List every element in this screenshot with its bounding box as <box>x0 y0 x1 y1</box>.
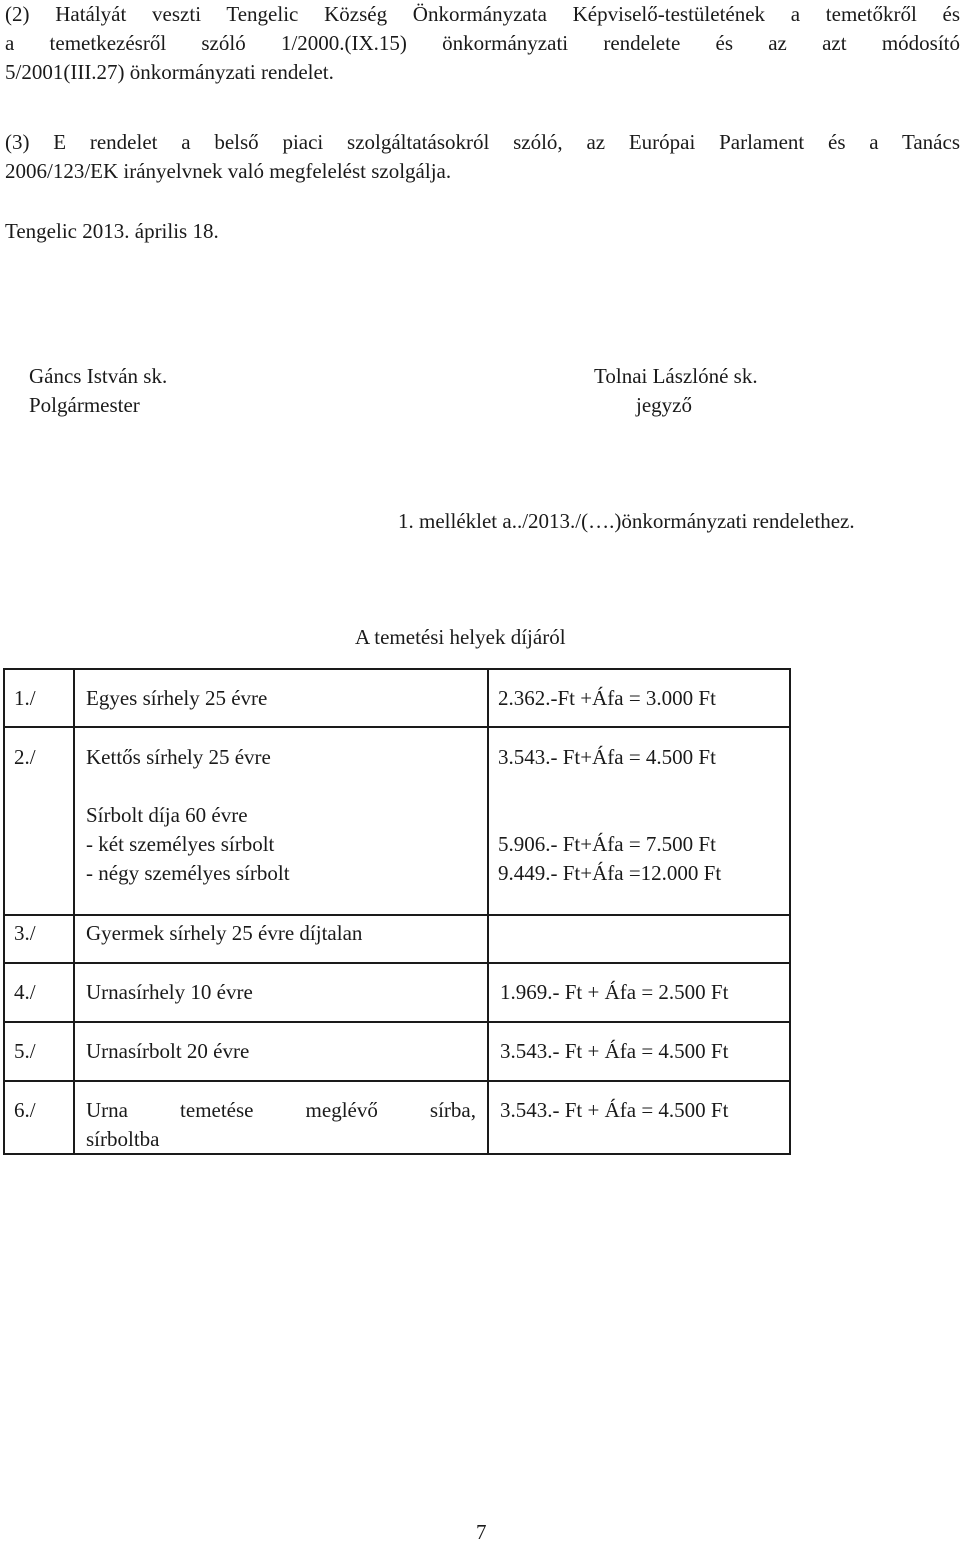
paragraph-directive <box>5 128 960 186</box>
row-price: 1.969.- Ft + Áfa = 2.500 Ft <box>500 980 729 1004</box>
signature-left-name: Gáncs István sk. <box>29 364 168 388</box>
row-price: 2.362.-Ft +Áfa = 3.000 Ft <box>498 686 716 710</box>
row-description: Kettős sírhely 25 évre <box>86 745 271 769</box>
table-border <box>487 668 489 1155</box>
table-border <box>3 1021 791 1023</box>
table-border <box>3 1080 791 1082</box>
table-border <box>3 668 791 670</box>
row-description: Egyes sírhely 25 évre <box>86 686 268 710</box>
row-description-line: Urna temetése meglévő sírba, <box>86 1098 476 1122</box>
paragraph-line: a temetkezésről szóló 1/2000.(IX.15) önkormányzati rendelete és az azt módosító <box>5 31 960 55</box>
row-price: 3.543.- Ft + Áfa = 4.500 Ft <box>500 1039 729 1063</box>
paragraph-repeal <box>5 0 960 87</box>
sub-item-description: - négy személyes sírbolt <box>86 861 290 885</box>
paragraph-line: (2) Hatályát veszti Tengelic Község Önkormányzata Képviselő-testületének a temetőkről és <box>5 2 960 26</box>
signature-left-title: Polgármester <box>29 393 140 417</box>
row-description: Gyermek sírhely 25 évre díjtalan <box>86 921 363 945</box>
sub-item-price: 5.906.- Ft+Áfa = 7.500 Ft <box>498 832 716 856</box>
row-description: Urnasírhely 10 évre <box>86 980 253 1004</box>
signature-right-name: Tolnai Lászlóné sk. <box>594 364 758 388</box>
row-number: 5./ <box>14 1039 36 1063</box>
paragraph-line: 5/2001(III.27) önkormányzati rendelet. <box>5 60 334 84</box>
table-border <box>73 668 75 1155</box>
row-description <box>86 1096 476 1154</box>
signature-right-title: jegyző <box>636 393 692 417</box>
table-border <box>3 914 791 916</box>
row-number: 3./ <box>14 921 36 945</box>
paragraph-line: 2006/123/EK irányelvnek való megfelelést szolgálja. <box>5 159 452 183</box>
table-border <box>3 668 5 1155</box>
sub-heading: Sírbolt díja 60 évre <box>86 803 248 827</box>
annex-title: A temetési helyek díjáról <box>355 625 566 649</box>
row-description: Urnasírbolt 20 évre <box>86 1039 250 1063</box>
row-price: 3.543.- Ft + Áfa = 4.500 Ft <box>500 1098 729 1122</box>
table-border <box>3 726 791 728</box>
sub-item-description: - két személyes sírbolt <box>86 832 275 856</box>
row-price: 3.543.- Ft+Áfa = 4.500 Ft <box>498 745 716 769</box>
row-number: 4./ <box>14 980 36 1004</box>
row-number: 2./ <box>14 745 36 769</box>
row-description-line: sírboltba <box>86 1127 160 1151</box>
paragraph-line: (3) E rendelet a belső piaci szolgáltatásokról szóló, az Európai Parlament és a Tanács <box>5 130 960 154</box>
page-number: 7 <box>476 1520 487 1544</box>
sub-item-price: 9.449.- Ft+Áfa =12.000 Ft <box>498 861 722 885</box>
annex-reference: 1. melléklet a../2013./(….)önkormányzati rendelethez. <box>398 509 855 533</box>
row-number: 1./ <box>14 686 36 710</box>
table-border <box>3 962 791 964</box>
date-line: Tengelic 2013. április 18. <box>5 219 219 243</box>
row-number: 6./ <box>14 1098 36 1122</box>
table-border <box>789 668 791 1155</box>
